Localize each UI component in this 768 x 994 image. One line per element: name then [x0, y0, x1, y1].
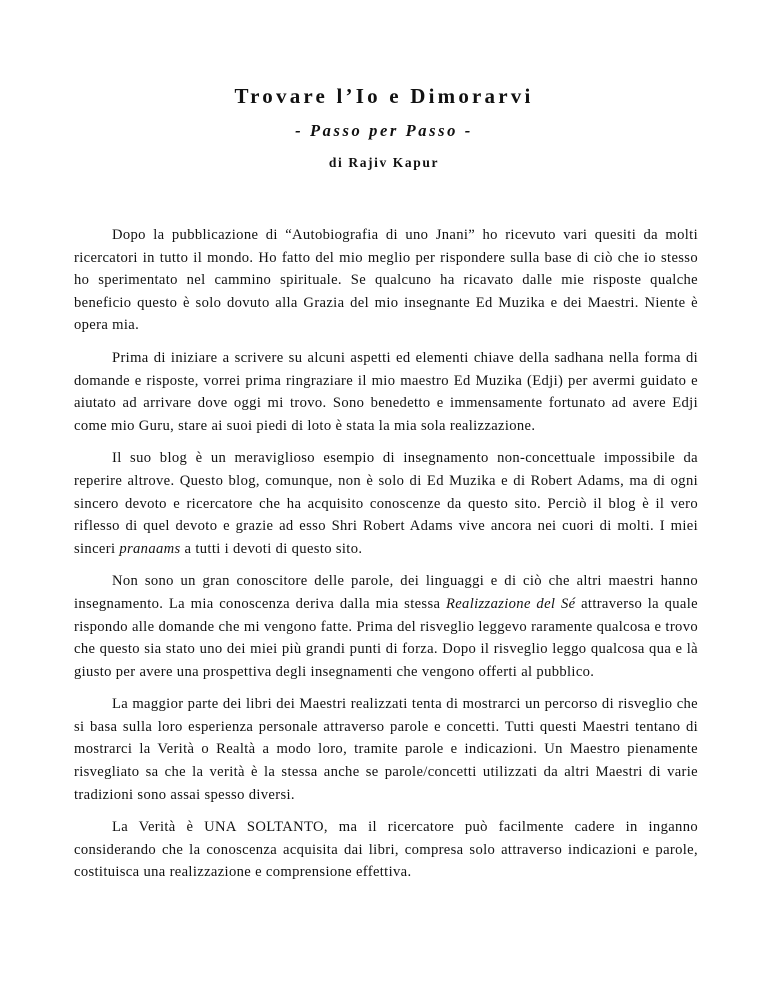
paragraph-4-italic-term: Realizzazione del Sé — [445, 595, 576, 612]
paragraph-4-text-before: Non sono un gran conoscitore delle parole, dei linguaggi e di ciò che altri maestri hanno insegnamento. La mia conoscenza deriva dalla mia stessa — [74, 573, 698, 612]
paragraph-3-italic-term: pranaams — [119, 540, 181, 557]
paragraph-2: Prima di iniziare a scrivere su alcuni aspetti ed elementi chiave della sadhana nella forma di domande e risposte, vorrei prima ringraziare il mio maestro Ed Muzika (Edji) per avermi guidato e aiutato ad arrivare dove oggi mi trovo. Sono benedetto e immensamente fortunato ad avere Edji come mio Guru, stare ai suoi piedi di loto è stata la mia sola realizzazione. — [74, 349, 698, 434]
paragraph-4-text-after: attraverso la quale rispondo alle domande che mi vengono fatte. Prima del risveglio leggevo raramente qualcosa e trovo che questo sia stato uno dei miei più grandi punti di forza. Dopo il risveglio leggo qualcosa qua e là giusto per avere una prospettiva degli insegnamenti che vengono offerti al pubblico. — [74, 595, 698, 680]
paragraph-6: La Verità è UNA SOLTANTO, ma il ricercatore può facilmente cadere in inganno considerando che la conoscenza acquisita dai libri, compresa solo attraverso indicazioni e parole, costituisca una realizzazione e comprensione effettiva. — [74, 819, 698, 881]
document-subtitle: - Passo per Passo - — [295, 121, 473, 140]
document-body — [74, 224, 698, 894]
document-author: di Rajiv Kapur — [328, 155, 440, 170]
paragraph-5: La maggior parte dei libri dei Maestri realizzati tenta di mostrarci un percorso di risveglio che si basa sulla loro esperienza personale attraverso parole e concetti. Tutti questi Maestri tentano di mostrarci la Verità o Realtà a modo loro, tramite parole e indicazioni. Un Maestro pienamente risvegliato sa che la verità è la stessa anche se parole/concetti utilizzati da altri Maestri di varie tradizioni sono assai spesso diversi. — [74, 696, 698, 803]
paragraph-3 — [74, 447, 698, 560]
paragraph-3-text-before: Il suo blog è un meraviglioso esempio di insegnamento non-concettuale impossibile da reperire altrove. Questo blog, comunque, non è solo di Ed Muzika e di Robert Adams, ma di ogni sincero devoto e ricercatore che ha acquisito conoscenze da questo sito. Perciò il blog è il vero riflesso di quel devoto e grazie ad esso Shri Robert Adams vive ancora nei cuori di molti. I miei sinceri — [74, 450, 698, 557]
document-title: Trovare l’Io e Dimorarvi — [234, 84, 534, 108]
paragraph-4 — [74, 570, 698, 683]
paragraph-3-text-after: a tutti i devoti di questo sito. — [180, 540, 363, 557]
paragraph-1: Dopo la pubblicazione di “Autobiografia di uno Jnani” ho ricevuto vari quesiti da molti ricercatori in tutto il mondo. Ho fatto del mio meglio per rispondere sulla base di ciò che io stesso ho sperimentato nel cammino spirituale. Se qualcuno ha ricavato dalle mie risposte qualche beneficio questo è solo dovuto alla Grazia del mio insegnante Ed Muzika e dei Maestri. Niente è opera mia. — [74, 227, 698, 334]
